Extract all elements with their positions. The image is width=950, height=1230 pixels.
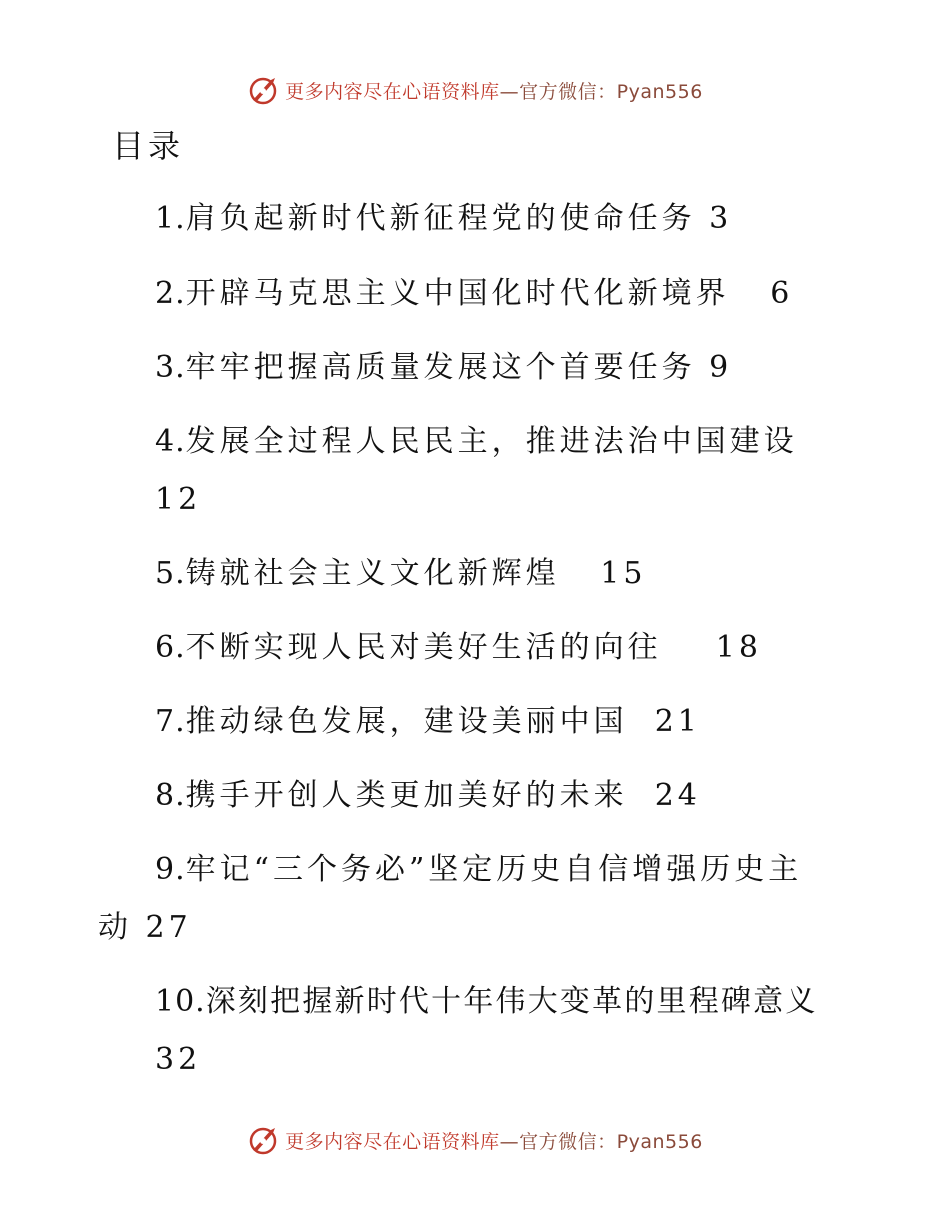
toc-entry: 7.推动绿色发展，建设美丽中国 21 <box>155 700 701 744</box>
toc-entry: 9.牢记“三个务必”坚定历史自信增强历史主 <box>155 852 803 887</box>
toc-entry: 1.肩负起新时代新征程党的使命任务 3 <box>155 197 732 241</box>
toc-page-number: 24 <box>654 778 701 813</box>
toc-page-number: 15 <box>600 556 647 591</box>
toc-page-number: 21 <box>654 704 701 739</box>
toc-page-number: 9 <box>709 350 733 385</box>
quill-logo-icon <box>247 1124 279 1156</box>
watermark-text: 更多内容尽在心语资料库—官方微信：Pyan556 <box>285 80 703 103</box>
toc-page-number: 6 <box>770 276 794 311</box>
watermark-banner-bottom <box>0 1120 950 1160</box>
toc-title: 目录 <box>112 127 185 165</box>
toc-entry: 2.开辟马克思主义中国化时代化新境界 6 <box>155 272 793 316</box>
watermark-banner-top <box>0 70 950 110</box>
toc-entry: 8.携手开创人类更加美好的未来 24 <box>155 774 701 818</box>
toc-page-number: 18 <box>715 630 762 665</box>
toc-page-number: 3 <box>709 201 733 236</box>
toc-page-number: 32 <box>155 1042 202 1077</box>
quill-logo-icon <box>247 74 279 106</box>
toc-page-number: 12 <box>155 482 202 517</box>
toc-entry: 3.牢牢把握高质量发展这个首要任务 9 <box>155 346 732 390</box>
toc-entry: 10.深刻把握新时代十年伟大变革的里程碑意义 <box>155 984 818 1019</box>
watermark-text: 更多内容尽在心语资料库—官方微信：Pyan556 <box>285 1130 703 1153</box>
toc-entry: 6.不断实现人民对美好生活的向往 18 <box>155 626 762 670</box>
toc-entry-continuation: 动 27 <box>98 906 192 950</box>
toc-page-number: 27 <box>145 910 192 945</box>
toc-entry: 5.铸就社会主义文化新辉煌 15 <box>155 552 646 596</box>
toc-entry: 4.发展全过程人民民主，推进法治中国建设 <box>155 424 798 459</box>
